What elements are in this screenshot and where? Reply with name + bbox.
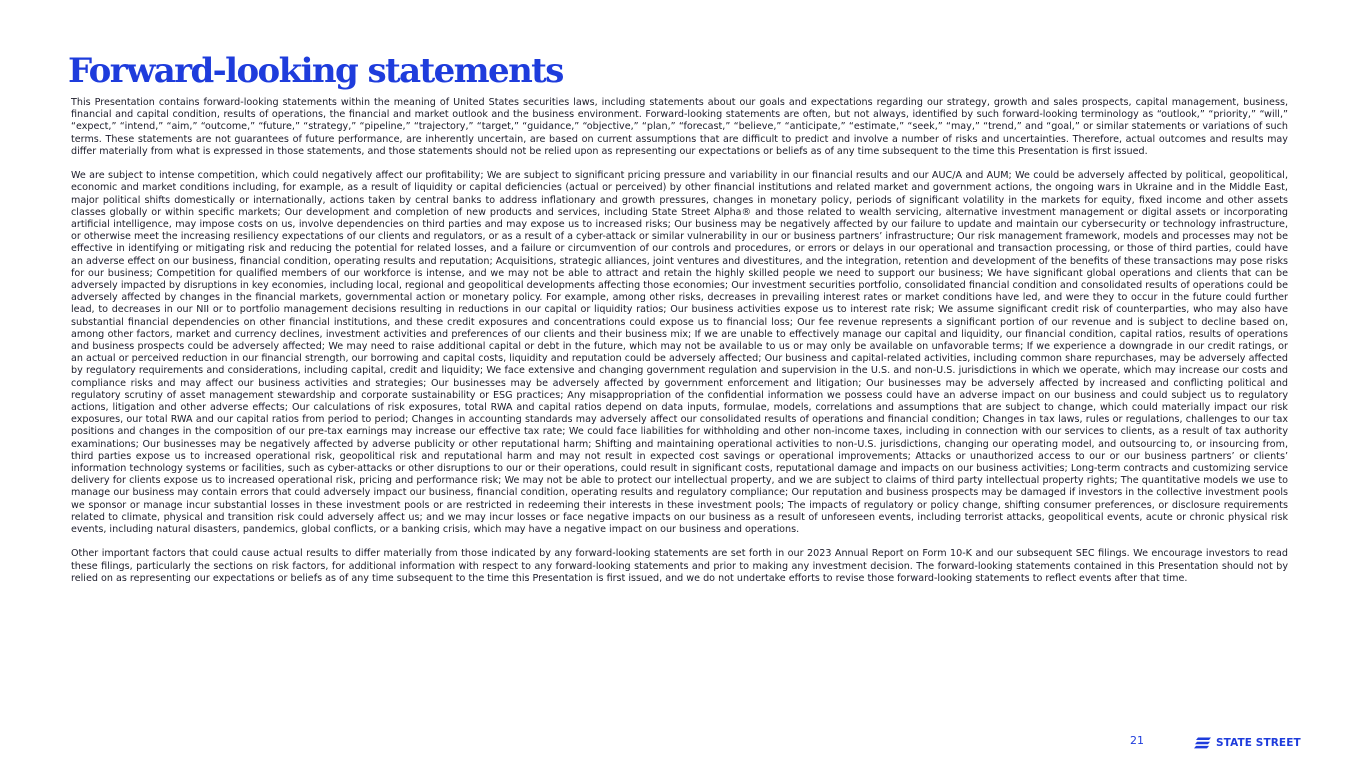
page-title: Forward-looking statements [68,51,563,91]
disclaimer-body [71,97,1288,597]
state-street-logo [1194,735,1301,751]
paragraph-risk-factors: We are subject to intense competition, which could negatively affect our profitability; We are subject to significant pricing pressure and variability in our financial results and our AUC/A and AUM; We could be adversely affected by political, geopolitical, economic and market conditions including, for example, as a result of liquidity or capital deficiencies (actual or perceived) by other financial institutions and related market and government actions, the ongoing wars in Ukraine and in the Middle East, major political shifts domestically or internationally, actions taken by central banks to address inflationary and growth pressures, changes in monetary policy, periods of significant volatility in the markets for equity, fixed income and other assets classes globally or within specific markets; Our development and completion of new products and services, including State Street Alpha® and those related to wealth servicing, alternative investment management or digital assets or incorporating artificial intelligence, may impose costs on us, involve dependencies on third parties and may expose us to increased risks; Our business may be negatively affected by our failure to update and maintain our cybersecurity or technology infrastructure, or otherwise meet the increasing resiliency expectations of our clients and regulators, or as a result of a cyber-attack or similar vulnerability in our or business partners’ infrastructure; Our risk management framework, models and processes may not be effective in identifying or mitigating risk and reducing the potential for related losses, and a failure or circumvention of our controls and procedures, or errors or delays in our operational and transaction processing, or those of third parties, could have an adverse effect on our business, financial condition, operating results and reputation; Acquisitions, strategic alliances, joint ventures and divestitures, and the integration, retention and development of the benefits of these transactions may pose risks for our business; Competition for qualified members of our workforce is intense, and we may not be able to attract and retain the highly skilled people we need to support our business; We have significant global operations and clients that can be adversely impacted by disruptions in key economies, including local, regional and geopolitical developments affecting those economies; Our investment securities portfolio, consolidated financial condition and consolidated results of operations could be adversely affected by changes in the financial markets, governmental action or monetary policy. For example, among other risks, decreases in prevailing interest rates or market conditions have led, and were they to occur in the future could further lead, to decreases in our NII or to portfolio management decisions resulting in reductions in our capital or liquidity ratios; Our business activities expose us to interest rate risk; We assume significant credit risk of counterparties, who may also have substantial financial dependencies on other financial institutions, and these credit exposures and concentrations could expose us to financial loss; Our fee revenue represents a significant portion of our revenue and is subject to decline based on, among other factors, market and currency declines, investment activities and preferences of our clients and their business mix; If we are unable to effectively manage our capital and liquidity, our financial condition, capital ratios, results of operations and business prospects could be adversely affected; We may need to raise additional capital or debt in the future, which may not be available to us or may only be available on unfavorable terms; If we experience a downgrade in our credit ratings, or an actual or perceived reduction in our financial strength, our borrowing and capital costs, liquidity and reputation could be adversely affected; Our business and capital-related activities, including common share repurchases, may be adversely affected by regulatory requirements and considerations, including capital, credit and liquidity; We face extensive and changing government regulation and supervision in the U.S. and non-U.S. jurisdictions in which we operate, which may increase our costs and compliance risks and may affect our business activities and strategies; Our businesses may be adversely affected by government enforcement and litigation; Our businesses may be adversely affected by increased and conflicting political and regulatory scrutiny of asset management stewardship and corporate sustainability or ESG practices; Any misappropriation of the confidential information we possess could have an adverse impact on our business and could subject us to regulatory actions, litigation and other adverse effects; Our calculations of risk exposures, total RWA and capital ratios depend on data inputs, formulae, models, correlations and assumptions that are subject to change, which could materially impact our risk exposures, our total RWA and our capital ratios from period to period; Changes in accounting standards may adversely affect our consolidated results of operations and financial condition; Changes in tax laws, rules or regulations, challenges to our tax positions and changes in the composition of our pre-tax earnings may increase our effective tax rate; We could face liabilities for withholding and other non-income taxes, including in connection with our services to clients, as a result of tax authority examinations; Our businesses may be negatively affected by adverse publicity or other reputational harm; Shifting and maintaining operational activities to non-U.S. jurisdictions, changing our operating model, and outsourcing to, or insourcing from, third parties expose us to increased operational risk, geopolitical risk and reputational harm and may not result in expected cost savings or operational improvements; Attacks or unauthorized access to our or our business partners’ or clients’ information technology systems or facilities, such as cyber-attacks or other disruptions to our or their operations, could result in significant costs, reputational damage and impacts on our business activities; Long-term contracts and customizing service delivery for clients expose us to increased operational risk, pricing and performance risk; We may not be able to protect our intellectual property, and we are subject to claims of third party intellectual property rights; The quantitative models we use to manage our business may contain errors that could adversely impact our business, financial condition, operating results and regulatory compliance; Our reputation and business prospects may be damaged if investors in the collective investment pools we sponsor or manage incur substantial losses in these investment pools or are restricted in redeeming their interests in these investment pools; The impacts of regulatory or policy change, shifting consumer preferences, or disclosure requirements related to climate, physical and transition risk could adversely affect us; and we may incur losses or face negative impacts on our business as a result of unforeseen events, including terrorist attacks, geopolitical events, acute or chronic physical risk events, including natural disasters, pandemics, global conflicts, or a banking crisis, which may have a negative impact on our business and operations. [71,170,1288,536]
paragraph-other-factors: Other important factors that could cause actual results to differ materially from those indicated by any forward-looking statements are set forth in our 2023 Annual Report on Form 10-K and our subsequent SEC filings. We encourage investors to read these filings, particularly the sections on risk factors, for additional information with respect to any forward-looking statements and prior to making any investment decision. The forward-looking statements contained in this Presentation should not by relied on as representing our expectations or beliefs as of any time subsequent to the time this Presentation is first issued, and we do not undertake efforts to revise those forward-looking statements to reflect events after that time. [71,548,1288,584]
logo-text: STATE STREET [1216,737,1301,749]
page-number: 21 [1130,734,1144,747]
paragraph-intro: This Presentation contains forward-looking statements within the meaning of United States securities laws, including statements about our goals and expectations regarding our strategy, growth and sales prospects, capital management, business, financial and capital condition, results of operations, the financial and market outlook and the business environment. Forward-looking statements are often, but not always, identified by such forward-looking terminology as “outlook,” “priority,” “will,” “expect,” “intend,” “aim,” “outcome,” “future,” “strategy,” “pipeline,” “trajectory,” “target,” “guidance,” “objective,” “plan,” “forecast,” “believe,” “anticipate,” “estimate,” “seek,” “may,” “trend,” and “goal,” or similar statements or variations of such terms. These statements are not guarantees of future performance, are inherently uncertain, are based on current assumptions that are difficult to predict and involve a number of risks and uncertainties. Therefore, actual outcomes and results may differ materially from what is expressed in those statements, and those statements should not be relied upon as representing our expectations or beliefs as of any time subsequent to the time this Presentation is first issued. [71,97,1288,157]
state-street-logo-icon [1194,736,1212,750]
